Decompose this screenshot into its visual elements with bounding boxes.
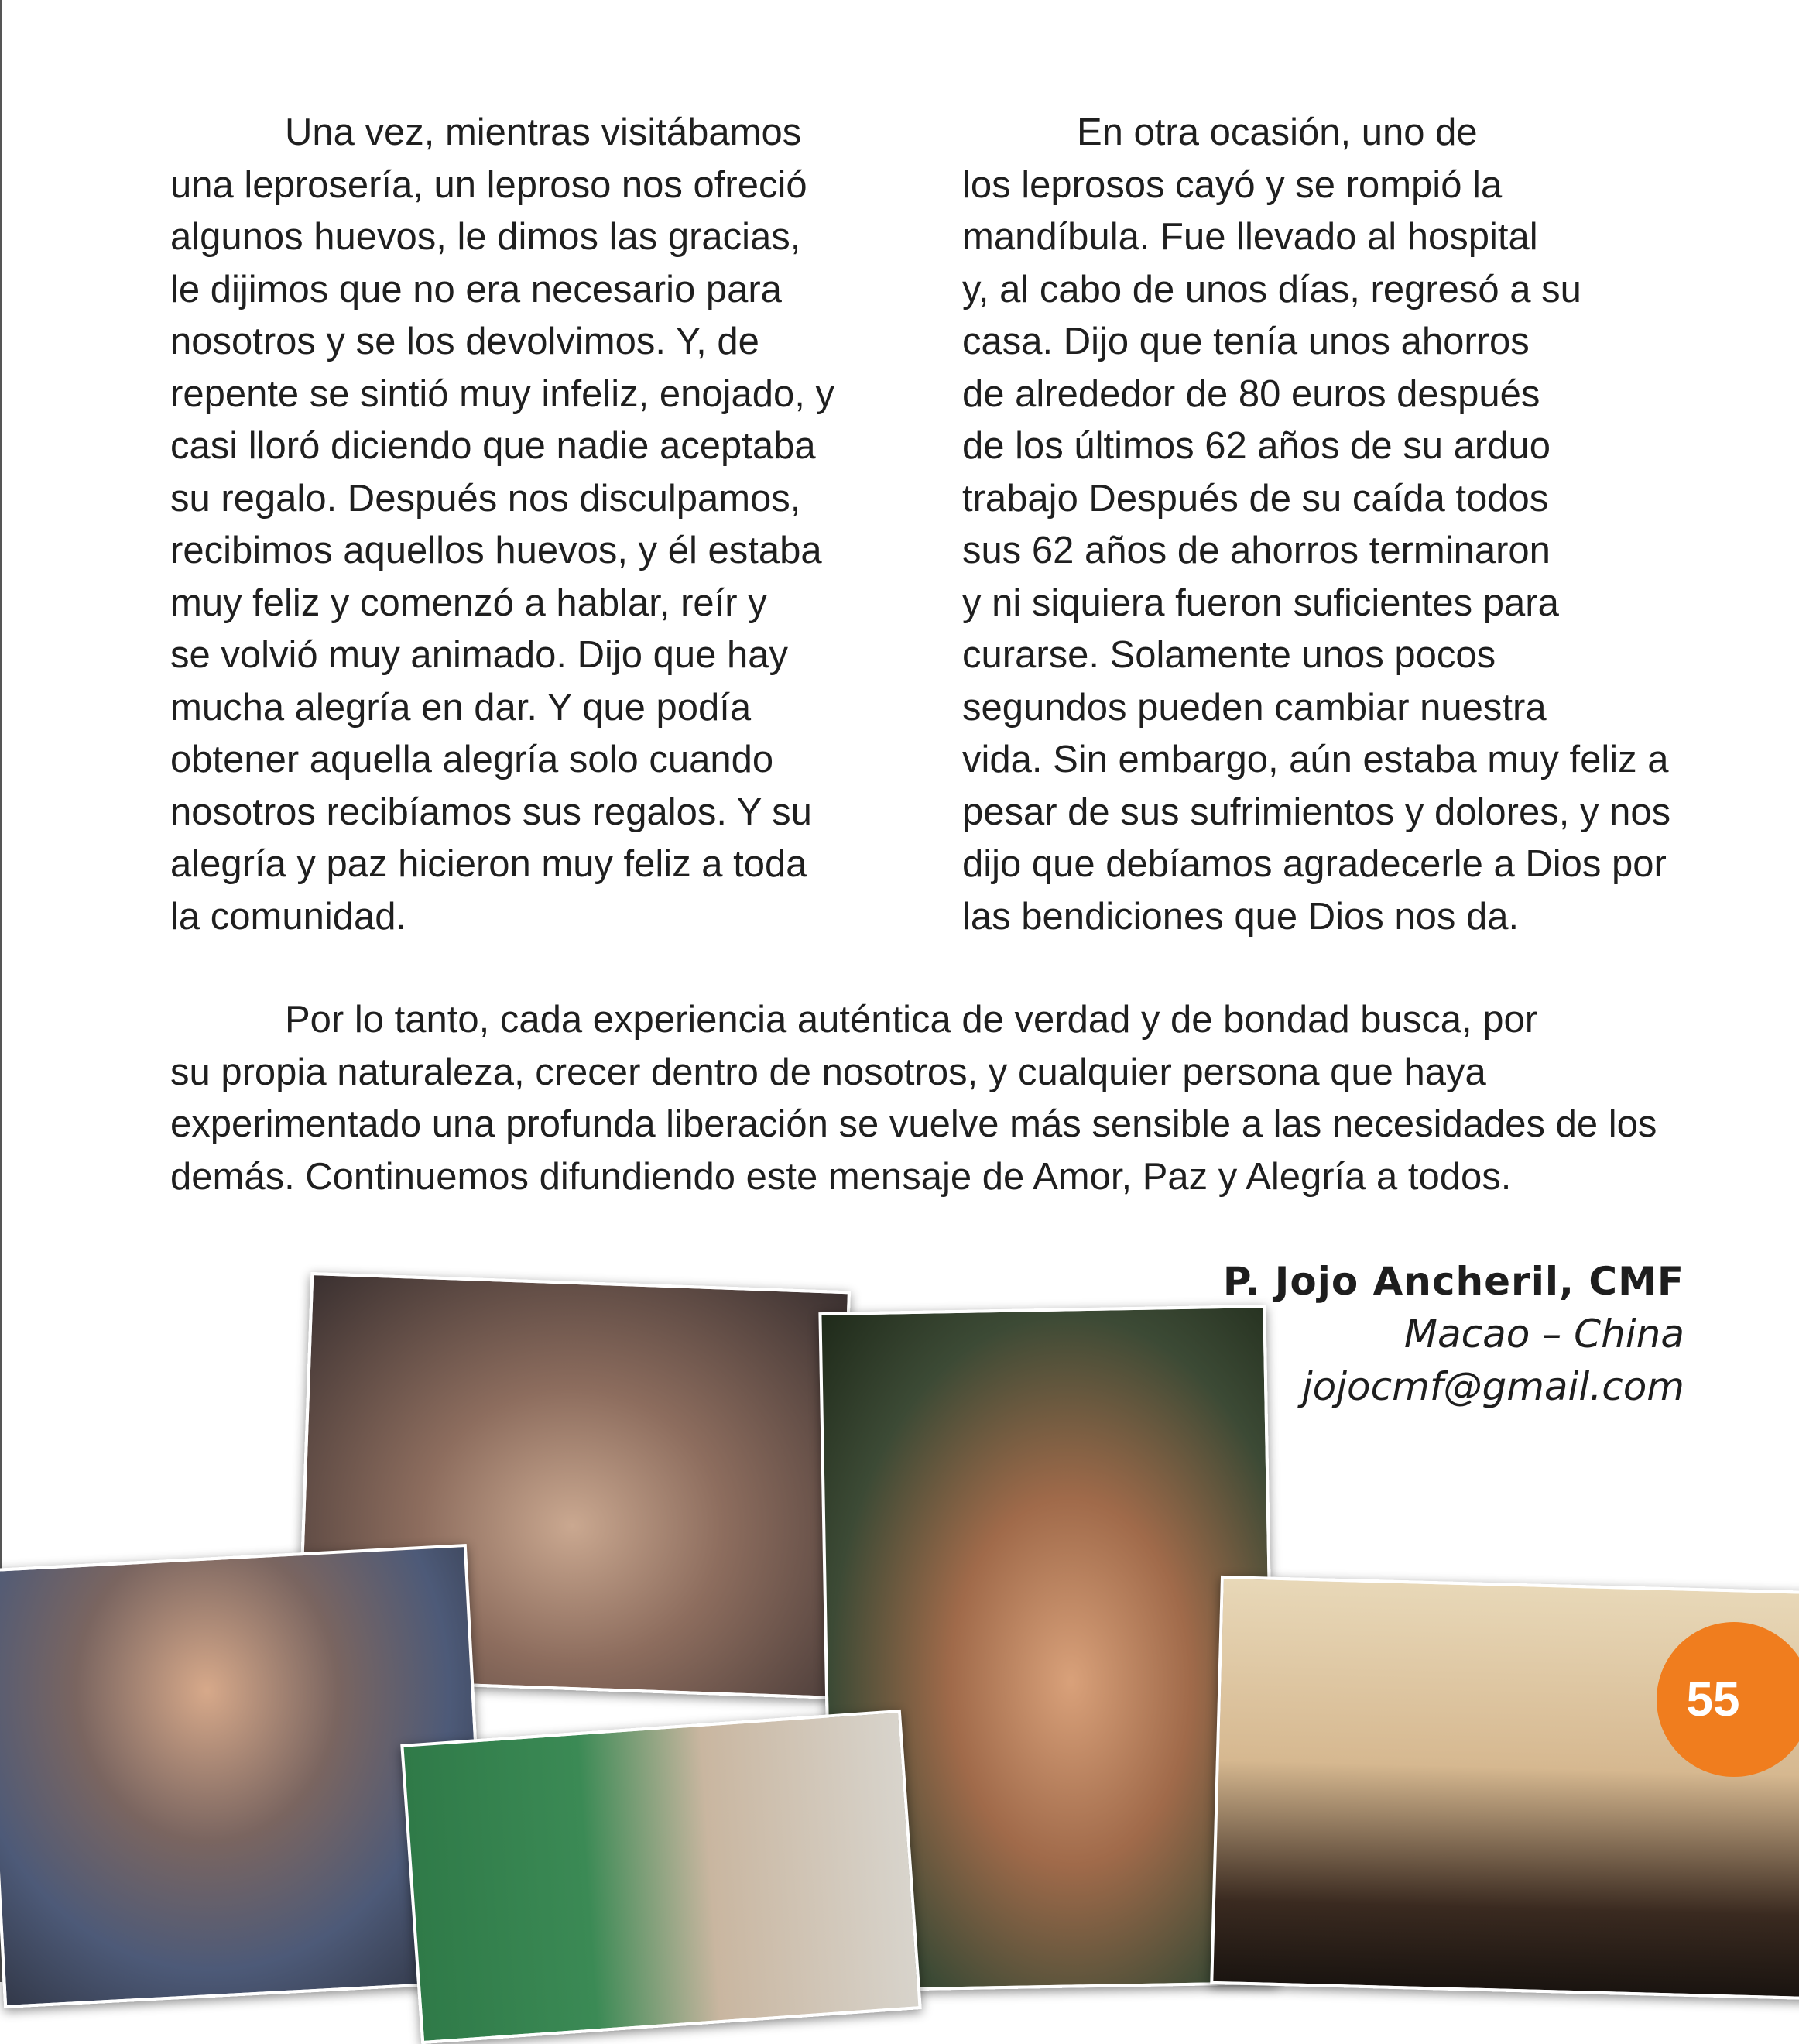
text-line: los leprosos cayó y se rompió la	[962, 163, 1503, 206]
text-line: las bendiciones que Dios nos da.	[962, 895, 1520, 938]
text-line: de alrededor de 80 euros después	[962, 372, 1540, 415]
text-line: su regalo. Después nos disculpamos,	[170, 477, 801, 520]
right-paragraph	[962, 107, 1705, 943]
text-line: pesar de sus sufrimientos y dolores, y nos	[962, 791, 1671, 833]
text-line: segundos pueden cambiar nuestra	[962, 686, 1547, 729]
text-line: mucha alegría en dar. Y que podía	[170, 686, 752, 729]
text-line: Por lo tanto, cada experiencia auténtica de verdad y de bondad busca, por	[285, 999, 1538, 1041]
text-line: se volvió muy animado. Dijo que hay	[170, 634, 789, 676]
left-column	[170, 107, 913, 943]
elder-man-photo	[400, 1710, 921, 2044]
text-line: de los últimos 62 años de su arduo	[962, 425, 1551, 467]
author-email: jojocmf@gmail.com	[1301, 1364, 1684, 1409]
text-line: alegría y paz hicieron muy feliz a toda	[170, 843, 807, 885]
text-line: mandíbula. Fue llevado al hospital	[962, 216, 1538, 258]
text-line: una leprosería, un leproso nos ofreció	[170, 163, 807, 206]
text-line: recibimos aquellos huevos, y él estaba	[170, 530, 822, 571]
text-line: repente se sintió muy infeliz, enojado, y	[170, 372, 834, 415]
author-location: Macao – China	[1403, 1312, 1684, 1356]
text-line: demás. Continuemos difundiendo este mensaje de Amor, Paz y Alegría a todos.	[170, 1155, 1512, 1198]
right-column	[962, 107, 1705, 943]
text-line: nosotros y se los devolvimos. Y, de	[170, 321, 759, 362]
text-line: y, al cabo de unos días, regresó a su	[962, 268, 1581, 310]
left-paragraph	[170, 107, 913, 943]
page-number: 55	[1686, 1673, 1740, 1727]
text-line: casi lloró diciendo que nadie aceptaba	[170, 425, 816, 467]
text-line: algunos huevos, le dimos las gracias,	[170, 216, 801, 258]
text-line: dijo que debíamos agradecerle a Dios por	[962, 843, 1667, 885]
text-line: muy feliz y comenzó a hablar, reír y	[170, 581, 767, 624]
text-line: sus 62 años de ahorros terminaron	[962, 530, 1551, 571]
text-line: curarse. Solamente unos pocos	[962, 634, 1496, 676]
text-line: casa. Dijo que tenía unos ahorros	[962, 321, 1530, 362]
text-line: Una vez, mientras visitábamos	[285, 111, 802, 153]
author-name: P. Jojo Ancheril, CMF	[1222, 1259, 1684, 1304]
text-line: su propia naturaleza, crecer dentro de nosotros, y cualquier persona que haya	[170, 1051, 1486, 1093]
text-line: trabajo Después de su caída todos	[962, 477, 1549, 520]
text-line: nosotros recibíamos sus regalos. Y su	[170, 791, 812, 833]
text-line: vida. Sin embargo, aún estaba muy feliz a	[962, 739, 1669, 780]
text-line: obtener aquella alegría solo cuando	[170, 739, 774, 780]
text-line: le dijimos que no era necesario para	[170, 268, 782, 310]
text-line: la comunidad.	[170, 895, 407, 938]
text-line: experimentado una profunda liberación se vuelve más sensible a las necesidades de los	[170, 1103, 1657, 1145]
text-line: En otra ocasión, uno de	[1077, 111, 1478, 153]
closing-paragraph	[170, 994, 1718, 1203]
text-line: y ni siquiera fueron suficientes para	[962, 581, 1559, 624]
